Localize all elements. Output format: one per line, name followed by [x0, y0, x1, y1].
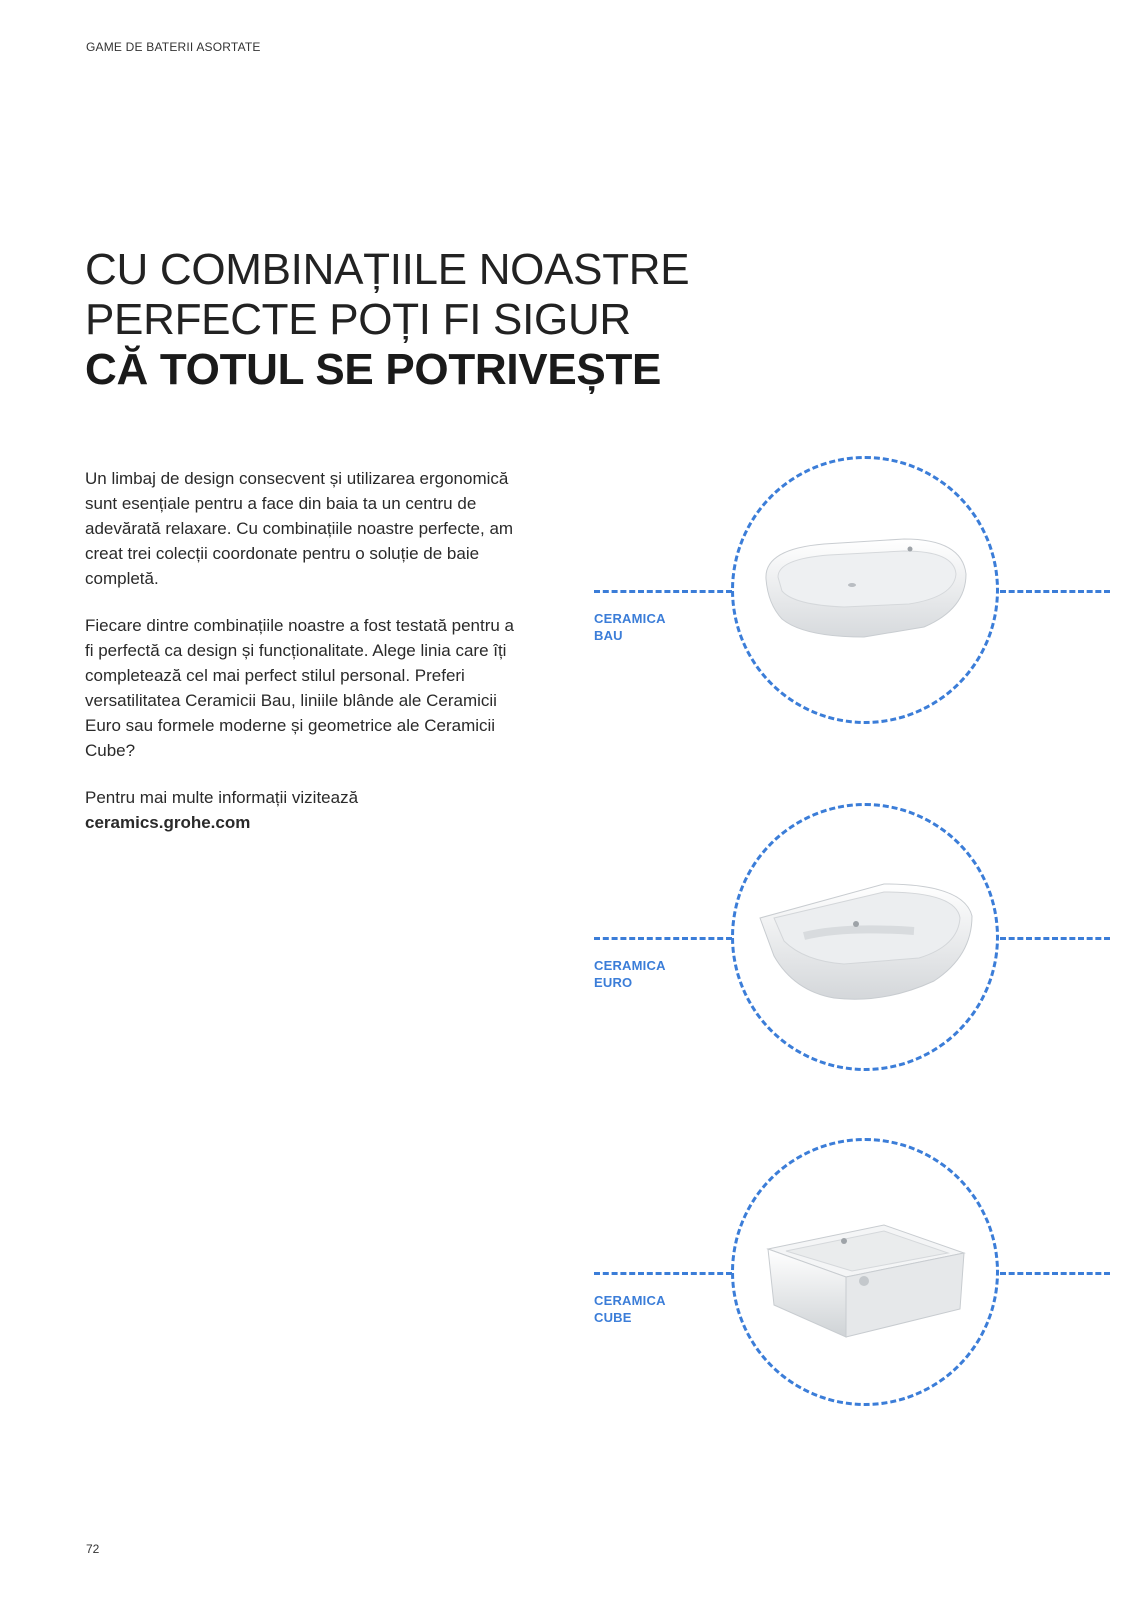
dashed-connector-left [594, 1272, 732, 1275]
dashed-connector-left [594, 590, 732, 593]
info-text: Pentru mai multe informații vizitează [85, 788, 359, 807]
paragraph-1: Un limbaj de design consecvent și utilizarea ergonomică sunt esențiale pentru a face din baia ta un centru de adevărată relaxare. Cu combinațiile noastre perfecte, am creat trei colecții coordonate pentru o soluție de baie completă. [85, 469, 514, 588]
dashed-connector-right [1000, 1272, 1110, 1275]
product-circle [731, 803, 999, 1071]
headline-line-1: CU COMBINAȚIILE NOASTRE [85, 245, 690, 294]
website-link[interactable]: ceramics.grohe.com [85, 813, 251, 832]
washbasin-euro-icon [734, 806, 999, 1071]
dashed-connector-right [1000, 590, 1110, 593]
product-label: CERAMICA CUBE [594, 1293, 666, 1325]
product-circle [731, 456, 999, 724]
product-circle [731, 1138, 999, 1406]
product-label: CERAMICA EURO [594, 958, 666, 990]
washbasin-cube-icon [734, 1141, 999, 1406]
dashed-connector-left [594, 937, 732, 940]
paragraph-2: Fiecare dintre combinațiile noastre a fost testată pentru a fi perfectă ca design și funcționalitate. Alege linia care îți completează cel mai perfect stilul personal. Preferi versatilitatea Ceramicii Bau, liniile blânde ale Ceramicii Euro sau formele moderne și geometrice ale Ceramicii Cube? [85, 616, 515, 760]
product-ceramica-cube [0, 1272, 1132, 1542]
washbasin-bau-icon [734, 459, 999, 724]
product-label: CERAMICA BAU [594, 611, 666, 643]
dashed-connector-right [1000, 937, 1110, 940]
headline-line-2: PERFECTE POȚI FI SIGUR [85, 295, 631, 344]
page-number: 72 [86, 1542, 100, 1556]
running-head: GAME DE BATERII ASORTATE [86, 40, 261, 54]
page-title [85, 245, 785, 395]
headline-line-3: CĂ TOTUL SE POTRIVEȘTE [85, 345, 662, 394]
